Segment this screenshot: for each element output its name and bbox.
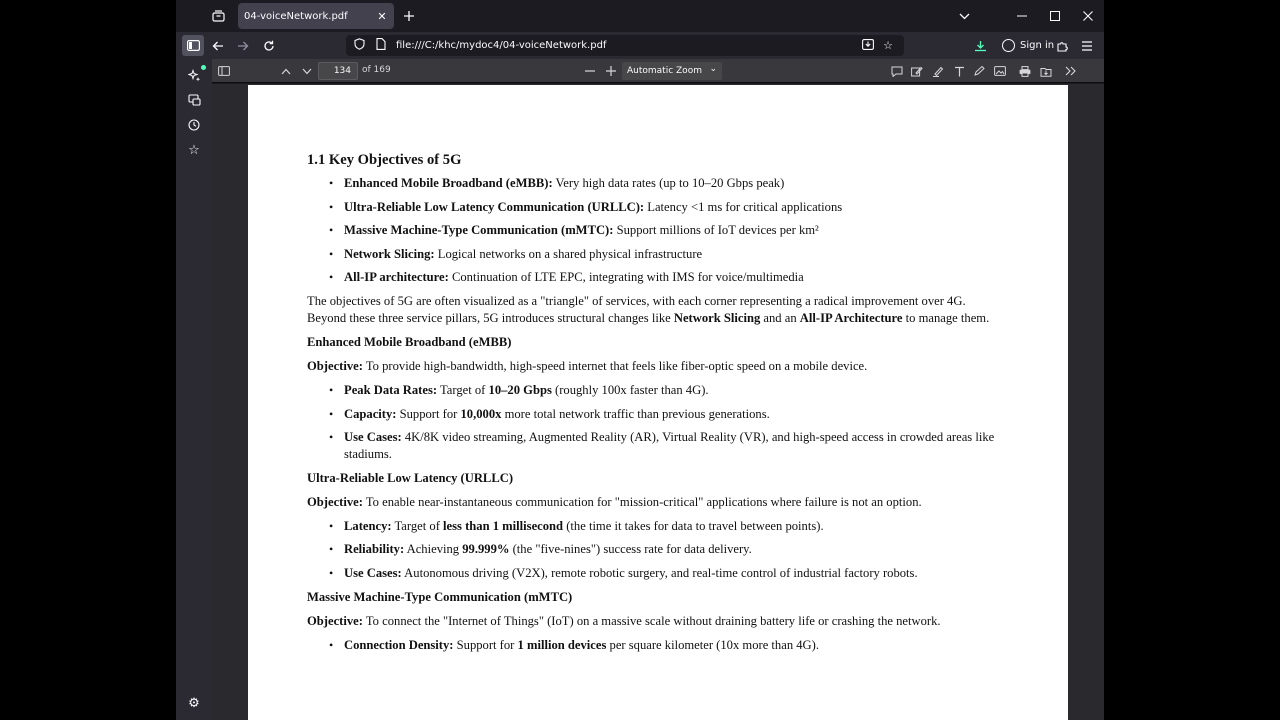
bookmark-star-icon[interactable]: ☆ bbox=[883, 39, 893, 52]
chevron-down-icon: ⌄ bbox=[709, 64, 717, 74]
previous-page-icon[interactable] bbox=[276, 61, 296, 81]
list-item: • Peak Data Rates: Target of 10–20 Gbps (roughly 100x faster than 4G). bbox=[307, 382, 1007, 399]
print-icon[interactable] bbox=[1015, 61, 1035, 81]
forward-icon[interactable] bbox=[232, 35, 254, 56]
account-avatar-icon bbox=[1002, 39, 1015, 52]
page-content bbox=[307, 152, 1007, 660]
comment-icon[interactable] bbox=[887, 61, 907, 81]
account-sign-in-button[interactable] bbox=[998, 35, 1058, 56]
address-bar[interactable] bbox=[346, 35, 904, 56]
back-icon[interactable] bbox=[207, 35, 229, 56]
history-clock-icon[interactable] bbox=[183, 114, 205, 136]
new-tab-icon[interactable] bbox=[399, 6, 419, 26]
extensions-icon[interactable] bbox=[1051, 35, 1073, 56]
mmtc-heading: Massive Machine-Type Communication (mMTC) bbox=[307, 589, 573, 604]
list-all-tabs-icon[interactable] bbox=[950, 6, 978, 26]
list-item: • Use Cases: Autonomous driving (V2X), remote robotic surgery, and real-time control of industrial factory robots. bbox=[307, 565, 1007, 582]
browser-window bbox=[176, 0, 1104, 720]
notification-dot bbox=[201, 65, 206, 70]
zoom-in-icon[interactable] bbox=[601, 61, 621, 81]
save-to-pocket-icon[interactable] bbox=[858, 39, 878, 53]
zoom-select[interactable] bbox=[622, 62, 722, 80]
synced-tabs-icon[interactable] bbox=[183, 89, 205, 111]
signature-icon[interactable] bbox=[907, 61, 927, 81]
list-item: • Reliability: Achieving 99.999% (the "five-nines") success rate for data delivery. bbox=[307, 541, 1007, 558]
list-item: • Use Cases: 4K/8K video streaming, Augmented Reality (AR), Virtual Reality (VR), and high-speed access in crowded areas like stadiums. bbox=[307, 429, 1007, 463]
url-text[interactable]: file:///C:/khc/mydoc4/04-voiceNetwork.pdf bbox=[396, 40, 607, 51]
embb-heading: Enhanced Mobile Broadband (eMBB) bbox=[307, 334, 512, 349]
maximize-icon[interactable] bbox=[1041, 6, 1069, 26]
urllc-heading: Ultra-Reliable Low Latency (URLLC) bbox=[307, 470, 514, 485]
browser-sidebar bbox=[176, 59, 212, 720]
section-heading: 1.1 Key Objectives of 5G bbox=[307, 152, 462, 168]
firefox-view-icon[interactable] bbox=[208, 6, 228, 26]
pdf-viewer[interactable] bbox=[212, 84, 1104, 720]
desktop-background-right bbox=[1104, 0, 1280, 720]
text-tool-icon[interactable] bbox=[949, 61, 969, 81]
pdf-toolbar bbox=[212, 59, 1104, 83]
objectives-list bbox=[307, 175, 1007, 286]
more-tools-double-chevron-icon[interactable] bbox=[1060, 61, 1080, 81]
list-item: • Capacity: Support for 10,000x more total network traffic than previous generations. bbox=[307, 406, 1007, 423]
mmtc-list bbox=[307, 637, 1007, 654]
app-menu-icon[interactable] bbox=[1076, 35, 1098, 56]
navigation-toolbar bbox=[176, 32, 1104, 59]
tab-strip bbox=[176, 0, 1104, 32]
list-item: • Network Slicing: Logical networks on a shared physical infrastructure bbox=[307, 246, 1007, 263]
save-download-icon[interactable] bbox=[1036, 61, 1056, 81]
mmtc-objective: Objective: To connect the "Internet of Things" (IoT) on a massive scale without draining battery life or crashing the network. bbox=[307, 613, 941, 628]
zoom-out-icon[interactable] bbox=[580, 61, 600, 81]
sidebar-toggle-icon[interactable] bbox=[182, 35, 204, 56]
list-item: • All-IP architecture: Continuation of LTE EPC, integrating with IMS for voice/multimedia bbox=[307, 269, 1007, 286]
sidebar-settings-gear-icon[interactable]: ⚙ bbox=[188, 695, 200, 711]
reload-icon[interactable] bbox=[258, 35, 280, 56]
urllc-objective: Objective: To enable near-instantaneous communication for "mission-critical" applications where failure is not an option. bbox=[307, 494, 922, 509]
tab-pdf[interactable] bbox=[238, 3, 394, 29]
close-tab-icon[interactable]: ✕ bbox=[377, 9, 387, 23]
zoom-select-value: Automatic Zoom bbox=[627, 66, 702, 76]
list-item: • Massive Machine-Type Communication (mMTC): Support millions of IoT devices per km² bbox=[307, 222, 1007, 239]
list-item: • Latency: Target of less than 1 millisecond (the time it takes for data to travel between points). bbox=[307, 518, 1007, 535]
toggle-pdf-sidebar-icon[interactable] bbox=[214, 61, 234, 81]
bookmarks-star-icon[interactable]: ☆ bbox=[188, 142, 200, 158]
desktop-background-left bbox=[0, 0, 176, 720]
draw-pen-icon[interactable] bbox=[969, 61, 989, 81]
minimize-icon[interactable] bbox=[1008, 6, 1036, 26]
embb-list bbox=[307, 382, 1007, 463]
tracking-protection-shield-icon[interactable] bbox=[354, 38, 370, 53]
signin-label: Sign in bbox=[1020, 40, 1055, 51]
list-item: • Enhanced Mobile Broadband (eMBB): Very high data rates (up to 10–20 Gbps peak) bbox=[307, 175, 1007, 192]
page-document-icon bbox=[376, 38, 392, 53]
list-item: • Ultra-Reliable Low Latency Communication (URLLC): Latency <1 ms for critical applications bbox=[307, 199, 1007, 216]
page-number-input[interactable]: 134 bbox=[318, 62, 358, 80]
highlight-icon[interactable] bbox=[928, 61, 948, 81]
urllc-list bbox=[307, 518, 1007, 582]
list-item: • Connection Density: Support for 1 million devices per square kilometer (10x more than 4G). bbox=[307, 637, 1007, 654]
add-image-icon[interactable] bbox=[990, 61, 1010, 81]
intro-paragraph: The objectives of 5G are often visualized as a "triangle" of services, with each corner representing a radical improvement over 4G. Beyond these three service pillars, 5G introduces structural changes like Network Slicing and an All-IP Architecture to manage them. bbox=[307, 293, 990, 325]
embb-objective: Objective: To provide high-bandwidth, high-speed internet that feels like fiber-optic speed on a mobile device. bbox=[307, 358, 868, 373]
downloads-icon[interactable] bbox=[969, 35, 991, 56]
close-window-icon[interactable] bbox=[1074, 6, 1102, 26]
tab-title: 04-voiceNetwork.pdf bbox=[244, 10, 348, 22]
pdf-page bbox=[248, 85, 1068, 720]
page-count-label: of 169 bbox=[362, 65, 391, 75]
next-page-icon[interactable] bbox=[297, 61, 317, 81]
